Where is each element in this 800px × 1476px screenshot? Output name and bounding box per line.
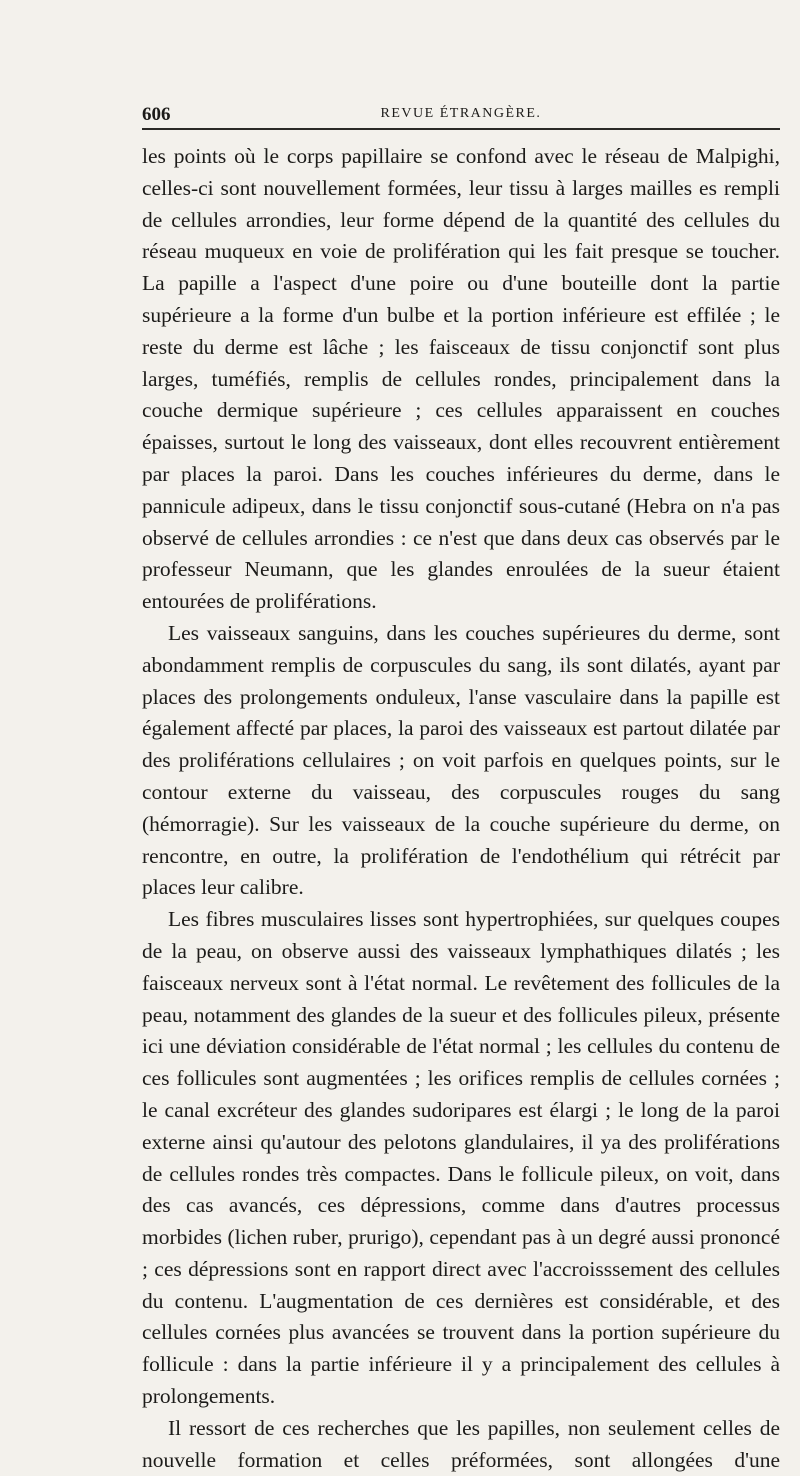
header-rule — [142, 128, 780, 130]
paragraph-continued: les points où le corps papillaire se confond avec le réseau de Malpighi, celles-ci sont nouvellement formées, leur tissu à larges mailles es rempli de cellules arrondies, leur forme dépend de la quantité des cellules du réseau muqueux en voie de prolifération qui les fait presque se toucher. La papille a l'aspect d'une poire ou d'une bouteille dont la partie supérieure a la forme d'un bulbe et la portion inférieure est effilée ; le reste du derme est lâche ; les faisceaux de tissu conjonctif sont plus larges, tuméfiés, remplis de cellules rondes, principalement dans la couche dermique supérieure ; ces cellules apparaissent en couches épaisses, surtout le long des vaisseaux, dont elles recouvrent entièrement par places la paroi. Dans les couches inférieures du derme, dans le pannicule adipeux, dans le tissu conjonctif sous-cutané (Hebra on n'a pas observé de cellules arrondies : ce n'est que dans deux cas observés par le professeur Neumann, que les glandes enroulées de la sueur étaient entourées de proliférations. — [142, 144, 780, 614]
paragraph-muscle-fibres: Les fibres musculaires lisses sont hypertrophiées, sur quelques coupes de la peau, on observe aussi des vaisseaux lymphathiques dilatés ; les faisceaux nerveux sont à l'état normal. Le revêtement des follicules de la peau, notamment des glandes de la sueur et des follicules pileux, présente ici une déviation considérable de l'état normal ; les cellules du contenu de ces follicules sont augmentées ; les orifices remplis de cellules cornées ; le canal excréteur des glandes sudoripares est élargi ; le long de la paroi externe ainsi qu'autour des pelotons glandulaires, il ya des proliférations de cellules rondes très compactes. Dans le follicule pileux, on voit, dans des cas avancés, ces dépressions, comme dans d'autres processus morbides (lichen ruber, prurigo), cependant pas à un degré aussi prononcé ; ces dépressions sont en rapport direct avec l'accroisssement des cellules du contenu. L'augmentation de ces dernières est considérable, et des cellules cornées plus avancées se trouvent dans la portion supérieure du follicule : dans la partie inférieure il y a principalement des cellules à prolongements. — [142, 907, 780, 1409]
running-title: REVUE ÉTRANGÈRE. — [380, 106, 542, 121]
paragraph-blood-vessels: Les vaisseaux sanguins, dans les couches supérieures du derme, sont abondamment remplis de corpuscules du sang, ils sont dilatés, ayant par places des prolongements onduleux, l'anse vasculaire dans la papille est également affecté par places, la paroi des vaisseaux est partout dilatée par des proliférations cellulaires ; on voit parfois en quelques points, sur le contour externe du vaisseau, des corpuscules rouges du sang (hémorragie). Sur les vaisseaux de la couche supérieure du derme, on rencontre, en outre, la prolifération de l'endothélium qui rétrécit par places leur calibre. — [142, 620, 780, 900]
body-text — [142, 141, 780, 1476]
page-number: 606 — [142, 104, 171, 125]
paragraph-conclusion: Il ressort de ces recherches que les papilles, non seulement celles de nouvelle formation et celles préformées, sont allongées d'une — [142, 1415, 780, 1472]
running-header — [142, 100, 780, 126]
